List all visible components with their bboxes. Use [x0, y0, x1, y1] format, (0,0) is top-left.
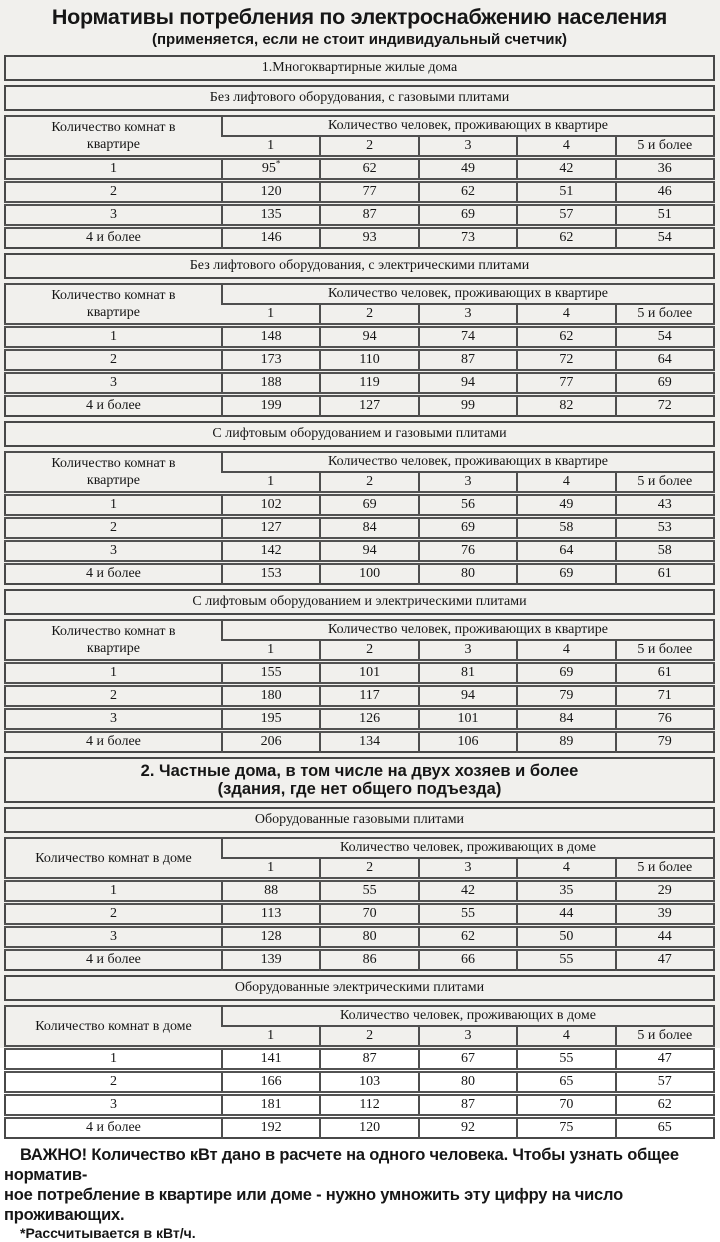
value-cell: 62 [517, 326, 615, 349]
value-cell: 141 [222, 1048, 320, 1071]
section-header [4, 589, 715, 615]
value-cell: 106 [419, 731, 517, 753]
col-header-cell: 3 [419, 858, 517, 880]
value-cell: 87 [419, 1094, 517, 1117]
col-header-cell: 4 [517, 858, 615, 880]
value-cell: 51 [517, 181, 615, 204]
section-header-line: С лифтовым оборудованием и газовыми плитами [212, 426, 507, 441]
value-cell: 112 [320, 1094, 418, 1117]
row-label-cell: 1 [5, 662, 222, 685]
row-label-cell: 4 и более [5, 949, 222, 971]
value-cell: 199 [222, 395, 320, 417]
important-note-line2: ное потребление в квартире или доме - нужно умножить эту цифру на число проживающих. [4, 1186, 623, 1224]
value-cell: 79 [517, 685, 615, 708]
corner-header-line: квартире [86, 305, 141, 320]
value-cell: 66 [419, 949, 517, 971]
value-cell: 126 [320, 708, 418, 731]
norms-table [4, 837, 715, 971]
row-label-cell: 3 [5, 1094, 222, 1117]
value-cell: 72 [616, 395, 714, 417]
col-header-cell: 2 [320, 858, 418, 880]
table-row [5, 540, 714, 563]
value-cell: 67 [419, 1048, 517, 1071]
col-header-cell: 1 [222, 136, 320, 158]
value-cell: 69 [517, 563, 615, 585]
value-cell: 62 [419, 926, 517, 949]
corner-header-line: Количество комнат в [51, 120, 176, 135]
row-label-cell: 4 и более [5, 227, 222, 249]
value-cell: 62 [616, 1094, 714, 1117]
table-row [5, 731, 714, 753]
value-cell: 99 [419, 395, 517, 417]
value-cell: 65 [517, 1071, 615, 1094]
table-row [5, 181, 714, 204]
col-header-cell: 2 [320, 1026, 418, 1048]
corner-header-line: Количество комнат в [51, 456, 176, 471]
value-cell: 35 [517, 880, 615, 903]
table-row [5, 204, 714, 227]
value-cell: 166 [222, 1071, 320, 1094]
col-header-cell: 5 и более [616, 472, 714, 494]
value-cell: 55 [517, 949, 615, 971]
section-header-line: С лифтовым оборудованием и электрическими плитами [192, 594, 527, 609]
doc-title: Нормативы потребления по электроснабжению населения [51, 5, 668, 29]
col-header-cell: 4 [517, 640, 615, 662]
table-row [5, 1071, 714, 1094]
value-cell: 188 [222, 372, 320, 395]
value-cell: 49 [517, 494, 615, 517]
col-header-cell: 1 [222, 472, 320, 494]
table-row [5, 517, 714, 540]
value-cell: 102 [222, 494, 320, 517]
col-header-cell: 2 [320, 136, 418, 158]
section-header [4, 253, 715, 279]
value-cell: 180 [222, 685, 320, 708]
corner-header-line: квартире [86, 641, 141, 656]
value-cell: 44 [616, 926, 714, 949]
row-label-cell: 4 и более [5, 731, 222, 753]
norms-table [4, 1005, 715, 1139]
col-header-cell: 1 [222, 640, 320, 662]
section-header-line: Без лифтового оборудования, с газовыми плитами [209, 90, 510, 105]
value-cell: 148 [222, 326, 320, 349]
value-cell: 71 [616, 685, 714, 708]
norms-table [4, 283, 715, 417]
value-cell: 55 [419, 903, 517, 926]
table-row [5, 1117, 714, 1139]
value-cell: 94 [419, 685, 517, 708]
important-note [4, 1145, 715, 1225]
col-header-cell: 5 и более [616, 304, 714, 326]
corner-header-line: Количество комнат в доме [35, 850, 192, 866]
value-cell: 80 [419, 563, 517, 585]
value-cell: 57 [616, 1071, 714, 1094]
table-row [5, 494, 714, 517]
value-cell: 80 [419, 1071, 517, 1094]
value-cell: 181 [222, 1094, 320, 1117]
section-header [4, 421, 715, 447]
value-cell: 146 [222, 227, 320, 249]
value-cell: 64 [616, 349, 714, 372]
col-header-cell: 4 [517, 1026, 615, 1048]
corner-header-cell [5, 452, 222, 494]
row-label-cell: 2 [5, 349, 222, 372]
table-row [5, 926, 714, 949]
row-label-cell: 2 [5, 903, 222, 926]
value-cell: 39 [616, 903, 714, 926]
value-cell: 87 [419, 349, 517, 372]
row-label-cell: 3 [5, 540, 222, 563]
value-cell: 206 [222, 731, 320, 753]
value-cell: 89 [517, 731, 615, 753]
corner-header-line: Количество комнат в [51, 288, 176, 303]
row-label-cell: 3 [5, 926, 222, 949]
value-cell: 75 [517, 1117, 615, 1139]
value-cell: 65 [616, 1117, 714, 1139]
value-cell: 94 [419, 372, 517, 395]
value-cell: 76 [419, 540, 517, 563]
value-cell: 72 [517, 349, 615, 372]
value-cell: 58 [616, 540, 714, 563]
section-header-line: Оборудованные электрическими плитами [234, 980, 485, 995]
section-header-line: Оборудованные газовыми плитами [254, 812, 465, 827]
value-cell: 153 [222, 563, 320, 585]
value-cell: 80 [320, 926, 418, 949]
table-row [5, 227, 714, 249]
group-header-cell: Количество человек, проживающих в квартире [222, 116, 714, 136]
row-label-cell: 1 [5, 158, 222, 181]
value-cell: 44 [517, 903, 615, 926]
row-label-cell: 1 [5, 326, 222, 349]
corner-header-cell [5, 116, 222, 158]
col-header-cell: 1 [222, 858, 320, 880]
value-cell: 103 [320, 1071, 418, 1094]
value-cell: 113 [222, 903, 320, 926]
section-header-line: 1.Многоквартирные жилые дома [261, 60, 458, 75]
value-cell: 46 [616, 181, 714, 204]
table-row [5, 685, 714, 708]
section-header [4, 757, 715, 803]
row-label-cell: 2 [5, 1071, 222, 1094]
col-header-cell: 5 и более [616, 136, 714, 158]
col-header-cell: 5 и более [616, 1026, 714, 1048]
row-label-cell: 2 [5, 685, 222, 708]
value-cell: 127 [222, 517, 320, 540]
section-header [4, 85, 715, 111]
col-header-cell: 1 [222, 1026, 320, 1048]
value-cell: 134 [320, 731, 418, 753]
group-header-cell: Количество человек, проживающих в доме [222, 1006, 714, 1026]
value-cell: 110 [320, 349, 418, 372]
value-cell: 74 [419, 326, 517, 349]
value-cell: 49 [419, 158, 517, 181]
value-cell: 87 [320, 204, 418, 227]
value-cell: 127 [320, 395, 418, 417]
group-header-cell: Количество человек, проживающих в доме [222, 838, 714, 858]
corner-header-line: квартире [86, 473, 141, 488]
section-header-line: (здания, где нет общего подъезда) [217, 780, 502, 798]
value-cell: 57 [517, 204, 615, 227]
value-cell: 61 [616, 662, 714, 685]
value-cell: 117 [320, 685, 418, 708]
value-cell: 70 [320, 903, 418, 926]
table-row [5, 563, 714, 585]
corner-header-line: Количество комнат в [51, 624, 176, 639]
value-cell: 192 [222, 1117, 320, 1139]
value-cell: 42 [517, 158, 615, 181]
corner-header-line: Количество комнат в доме [35, 1018, 192, 1034]
corner-header-cell [5, 838, 222, 880]
col-header-cell: 2 [320, 304, 418, 326]
value-cell: 139 [222, 949, 320, 971]
value-cell: 51 [616, 204, 714, 227]
row-label-cell: 3 [5, 372, 222, 395]
value-cell: 82 [517, 395, 615, 417]
col-header-cell: 4 [517, 136, 615, 158]
table-row [5, 949, 714, 971]
col-header-cell: 3 [419, 1026, 517, 1048]
table-row [5, 662, 714, 685]
norms-table [4, 451, 715, 585]
row-label-cell: 2 [5, 181, 222, 204]
table-row [5, 158, 714, 181]
value-cell: 69 [419, 204, 517, 227]
table-row [5, 395, 714, 417]
value-cell: 56 [419, 494, 517, 517]
group-header-cell: Количество человек, проживающих в квартире [222, 452, 714, 472]
row-label-cell: 1 [5, 1048, 222, 1071]
value-cell: 58 [517, 517, 615, 540]
col-header-cell: 3 [419, 304, 517, 326]
group-header-cell: Количество человек, проживающих в квартире [222, 620, 714, 640]
col-header-cell: 4 [517, 472, 615, 494]
section-header [4, 55, 715, 81]
table-row [5, 372, 714, 395]
value-cell: 53 [616, 517, 714, 540]
footnote: *Рассчитывается в кВт/ч. [20, 1225, 196, 1241]
norms-table [4, 115, 715, 249]
value-cell: 101 [419, 708, 517, 731]
table-row [5, 349, 714, 372]
value-cell: 88 [222, 880, 320, 903]
row-label-cell: 4 и более [5, 1117, 222, 1139]
value-cell: 173 [222, 349, 320, 372]
col-header-cell: 3 [419, 472, 517, 494]
row-label-cell: 4 и более [5, 563, 222, 585]
value-cell: 54 [616, 326, 714, 349]
value-cell: 36 [616, 158, 714, 181]
table-row [5, 903, 714, 926]
row-label-cell: 1 [5, 494, 222, 517]
value-cell: 93 [320, 227, 418, 249]
value-cell: 155 [222, 662, 320, 685]
value-cell: 62 [517, 227, 615, 249]
footnote-marker: * [275, 158, 281, 169]
value-cell: 73 [419, 227, 517, 249]
value-cell: 135 [222, 204, 320, 227]
value-cell: 84 [517, 708, 615, 731]
col-header-cell: 1 [222, 304, 320, 326]
value-cell: 55 [517, 1048, 615, 1071]
corner-header-cell [5, 1006, 222, 1048]
col-header-cell: 3 [419, 640, 517, 662]
section-header-line: Без лифтового оборудования, с электрическими плитами [189, 258, 530, 273]
value-cell: 54 [616, 227, 714, 249]
value-cell: 120 [320, 1117, 418, 1139]
value-cell: 62 [320, 158, 418, 181]
value-cell: 94 [320, 326, 418, 349]
value-cell: 195 [222, 708, 320, 731]
col-header-cell: 4 [517, 304, 615, 326]
value-cell: 69 [320, 494, 418, 517]
value-cell: 70 [517, 1094, 615, 1117]
value-cell: 42 [419, 880, 517, 903]
section-header [4, 975, 715, 1001]
corner-header-cell [5, 620, 222, 662]
corner-header-cell [5, 284, 222, 326]
section-header-line: 2. Частные дома, в том числе на двух хозяев и более [140, 762, 579, 780]
row-label-cell: 1 [5, 880, 222, 903]
value-cell: 128 [222, 926, 320, 949]
value-cell: 86 [320, 949, 418, 971]
value-cell: 79 [616, 731, 714, 753]
row-label-cell: 2 [5, 517, 222, 540]
table-row [5, 880, 714, 903]
col-header-cell: 5 и более [616, 640, 714, 662]
value-cell: 87 [320, 1048, 418, 1071]
value-cell: 81 [419, 662, 517, 685]
norms-table [4, 619, 715, 753]
row-label-cell: 3 [5, 204, 222, 227]
value-cell: 94 [320, 540, 418, 563]
value-cell: 29 [616, 880, 714, 903]
value-cell: 101 [320, 662, 418, 685]
table-row [5, 1094, 714, 1117]
col-header-cell: 5 и более [616, 858, 714, 880]
value-cell: 62 [419, 181, 517, 204]
value-cell: 76 [616, 708, 714, 731]
value-cell: 61 [616, 563, 714, 585]
value-cell: 120 [222, 181, 320, 204]
value-cell: 142 [222, 540, 320, 563]
important-note-line1: ВАЖНО! Количество кВт дано в расчете на одного человека. Чтобы узнать общее норматив- [4, 1146, 679, 1184]
col-header-cell: 2 [320, 640, 418, 662]
value-cell: 55 [320, 880, 418, 903]
value-cell: 84 [320, 517, 418, 540]
value-cell: 47 [616, 949, 714, 971]
value-cell: 64 [517, 540, 615, 563]
value-cell: 77 [320, 181, 418, 204]
section-header [4, 807, 715, 833]
doc-subtitle: (применяется, если не стоит индивидуальный счетчик) [151, 31, 568, 48]
value-cell: 100 [320, 563, 418, 585]
value-cell: 69 [419, 517, 517, 540]
value-cell: 77 [517, 372, 615, 395]
value-cell: 47 [616, 1048, 714, 1071]
value-cell: 69 [616, 372, 714, 395]
value-cell: 50 [517, 926, 615, 949]
value-cell: 95* [222, 158, 320, 181]
corner-header-line: квартире [86, 137, 141, 152]
row-label-cell: 4 и более [5, 395, 222, 417]
value-cell: 69 [517, 662, 615, 685]
row-label-cell: 3 [5, 708, 222, 731]
table-row [5, 326, 714, 349]
value-cell: 43 [616, 494, 714, 517]
value-cell: 119 [320, 372, 418, 395]
group-header-cell: Количество человек, проживающих в квартире [222, 284, 714, 304]
value-cell: 92 [419, 1117, 517, 1139]
col-header-cell: 2 [320, 472, 418, 494]
table-row [5, 708, 714, 731]
table-row [5, 1048, 714, 1071]
norm-tables-container [4, 55, 715, 1139]
col-header-cell: 3 [419, 136, 517, 158]
